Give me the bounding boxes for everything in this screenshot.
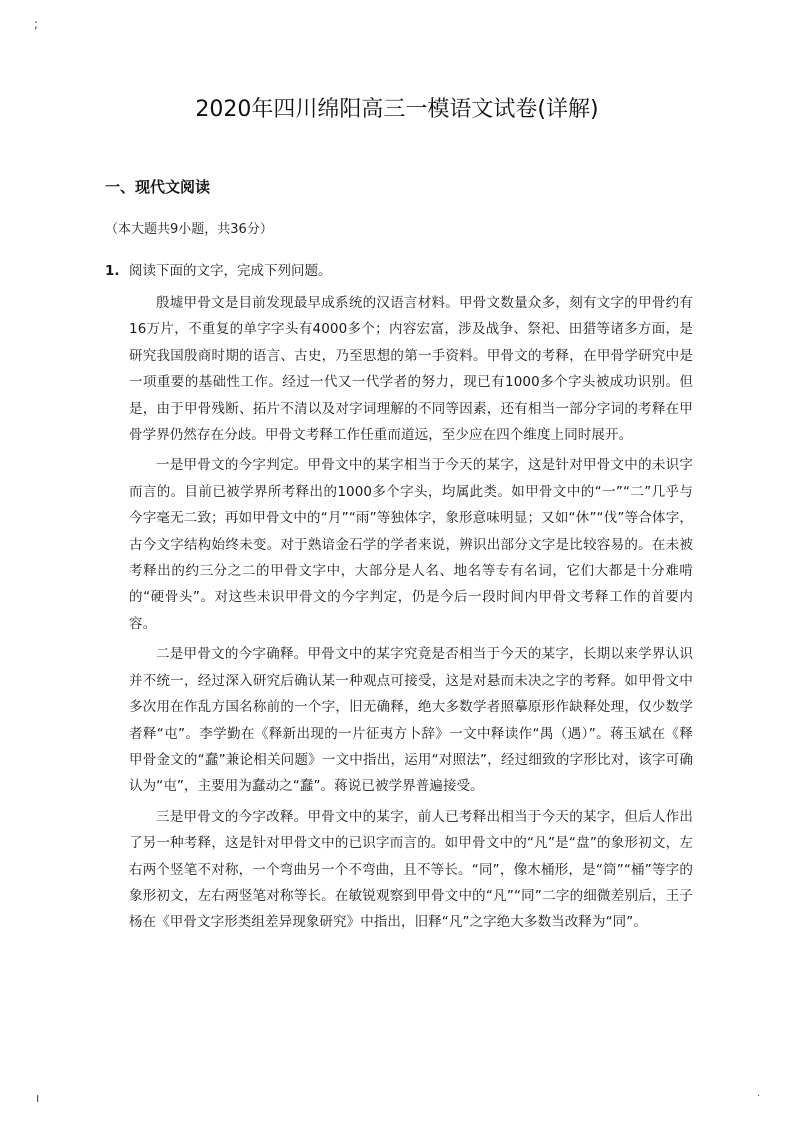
scan-mark-bottom-right: · <box>757 1091 761 1102</box>
reading-passage <box>129 290 693 936</box>
question-header <box>105 261 695 281</box>
passage-paragraph: 一是甲骨文的今字判定。甲骨文中的某字相当于今天的某字，这是针对甲骨文中的未识字而言的。目前已被学界所考释出的1000多个字头，均属此类。如甲骨文中的“一”“二”几乎与今字毫无二致；再如甲骨文中的“月”“雨”等独体字，象形意味明显；又如“休”“伐”等合体字，古今文字结构始终未变。对于熟谙金石学的学者来说，辨识出部分文字是比较容易的。在未被考释出的约三分之二的甲骨文字中，大部分是人名、地名等专有名词，它们大都是十分难啃的“硬骨头”。对这些未识甲骨文的今字判定，仍是今后一段时间内甲骨文考释工作的首要内容。 <box>129 457 693 632</box>
passage-paragraph: 殷墟甲骨文是目前发现最早成系统的汉语言材料。甲骨文数量众多，刻有文字的甲骨约有16万片，不重复的单字字头有4000多个；内容宏富，涉及战争、祭祀、田猎等诸多方面，是研究我国殷商时期的语言、古史，乃至思想的第一手资料。甲骨文的考释，在甲骨学研究中是一项重要的基础性工作。经过一代又一代学者的努力，现已有1000多个字头被成功识别。但是，由于甲骨残断、拓片不清以及对字词理解的不同等因素，还有相当一部分字词的考释在甲骨学界仍然存在分歧。甲骨文考释工作任重而道远，至少应在四个维度上同时展开。 <box>129 295 693 444</box>
passage-paragraph: 三是甲骨文的今字改释。甲骨文中的某字，前人已考释出相当于今天的某字，但后人作出了另一种考释，这是针对甲骨文中的已识字而言的。如甲骨文中的“凡”是“盘”的象形初文，左右两个竖笔不对称，一个弯曲另一个不弯曲，且不等长。“同”，像木桶形，是“筒”“桶”等字的象形初文，左右两竖笔对称等长。在敏锐观察到甲骨文中的“凡”“同”二字的细微差别后，王子杨在《甲骨文字形类组差异现象研究》中指出，旧释“凡”之字绝大多数当改释为“同”。 <box>129 808 693 931</box>
scan-mark-bottom-left: ı <box>36 1091 40 1105</box>
section-title: 一、现代文阅读 <box>105 178 211 196</box>
question-prompt: 阅读下面的文字，完成下列问题。 <box>129 263 332 279</box>
section-note: （本大题共9小题，共36分） <box>105 222 273 237</box>
question-number: 1. <box>105 263 120 279</box>
document-title: 2020年四川绵阳高三一模语文试卷(详解) <box>195 97 599 122</box>
scan-mark-top-left: ; <box>34 17 39 31</box>
question-1 <box>105 261 695 940</box>
passage-paragraph: 二是甲骨文的今字确释。甲骨文中的某字究竟是否相当于今天的某字，长期以来学界认识并不统一，经过深入研究后确认某一种观点可接受，这是对悬而未决之字的考释。如甲骨文中多次用在作乱方国名称前的一个字，旧无确释，绝大多数学者照摹原形作缺释处理，仅少数学者释“屯”。李学勤在《释新出现的一片征夷方卜辞》一文中释读作“禺（遇）”。蒋玉斌在《释甲骨金文的“蠢”兼论相关问题》一文中指出，运用“对照法”，经过细致的字形比对，该字可确认为“屯”，主要用为蠢动之“蠢”。蒋说已被学界普遍接受。 <box>129 646 693 795</box>
